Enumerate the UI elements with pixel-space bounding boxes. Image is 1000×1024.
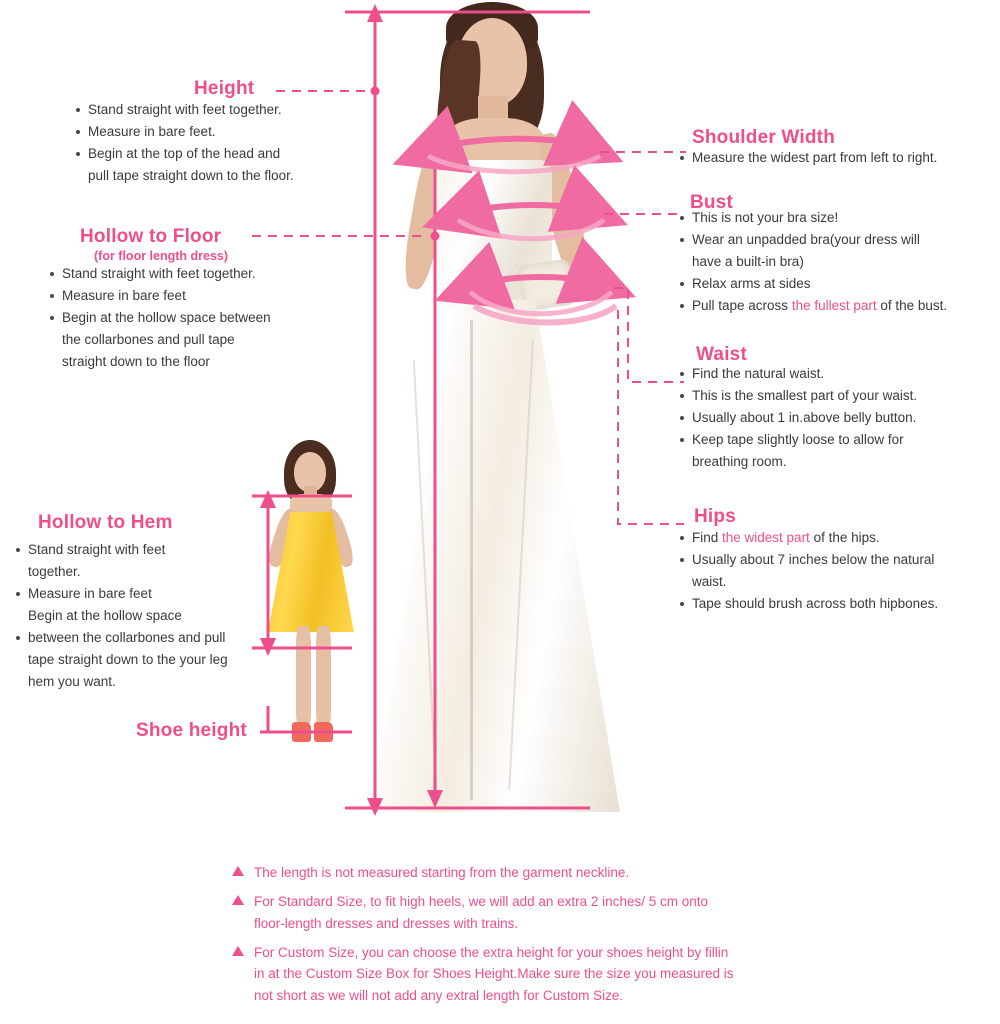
hips-heading: Hips [694, 506, 736, 527]
bust-bullets: This is not your bra size! Wear an unpadded bra(your dress will have a built-in bra) Relax arms at sides Pull tape across the fullest part of the bust. [678, 208, 1000, 318]
triangle-bullet-icon [232, 895, 244, 905]
hollow-to-floor-measure-line [252, 138, 443, 808]
triangle-bullet-icon [232, 946, 244, 956]
hollow-to-hem-measure-line [252, 490, 352, 656]
shoulder-width-heading: Shoulder Width [692, 127, 835, 148]
hollow-to-floor-bullets: Stand straight with feet together. Measure in bare feet Begin at the hollow space between the collarbones and pull tape straight down to the floor [48, 264, 358, 374]
shoe-height-heading: Shoe height [136, 720, 247, 741]
bust-fullest-part-bullet: Pull tape across the fullest part of the bust. [678, 296, 1000, 317]
hollow-to-hem-bullets: Stand straight with feet together. Measure in bare feet Begin at the hollow space between the collarbones and pull tape straight down to the your leg hem you want. [14, 540, 264, 693]
bust-measure-line [458, 205, 684, 239]
shoulder-width-measure-line [428, 139, 686, 172]
waist-heading: Waist [696, 344, 747, 365]
bust-heading: Bust [690, 192, 734, 213]
footer-notes [232, 862, 1000, 1014]
shoe-height-measure-line [260, 706, 352, 732]
hollow-to-hem-heading: Hollow to Hem [38, 512, 173, 533]
widest-part-emphasis: the widest part [722, 530, 810, 545]
hips-widest-part-bullet: Find the widest part of the hips. [678, 528, 1000, 549]
triangle-bullet-icon [232, 866, 244, 876]
fullest-part-emphasis: the fullest part [791, 297, 877, 313]
height-bullets: Stand straight with feet together. Measure in bare feet. Begin at the top of the head and pull tape straight down to the floor. [74, 100, 374, 188]
hips-measure-line [474, 306, 684, 524]
footer-note: The length is not measured starting from the garment neckline. [232, 862, 1000, 884]
hollow-to-floor-heading: Hollow to Floor [80, 226, 222, 247]
footer-note: For Standard Size, to fit high heels, we will add an extra 2 inches/ 5 cm onto floor-length dresses and dresses with trains. [232, 891, 1000, 935]
waist-bullets: Find the natural waist. This is the smallest part of your waist. Usually about 1 in.above belly button. Keep tape slightly loose to allow for breathing room. [678, 364, 1000, 474]
hips-bullets: Find the widest part of the hips. Usually about 7 inches below the natural waist. Tape should brush across both hipbones. [678, 528, 1000, 616]
waist-measure-line [470, 277, 684, 382]
shoulder-width-bullets: Measure the widest part from left to right. [678, 148, 1000, 170]
footer-note: For Custom Size, you can choose the extra height for your shoes height by fillin in at the Custom Size Box for Shoes Height.Make sure the size you measured is not short as we will not add any extral length for Custom Size. [232, 942, 1000, 1008]
hollow-to-floor-subtitle: (for floor length dress) [94, 249, 229, 263]
height-heading: Height [194, 78, 255, 99]
